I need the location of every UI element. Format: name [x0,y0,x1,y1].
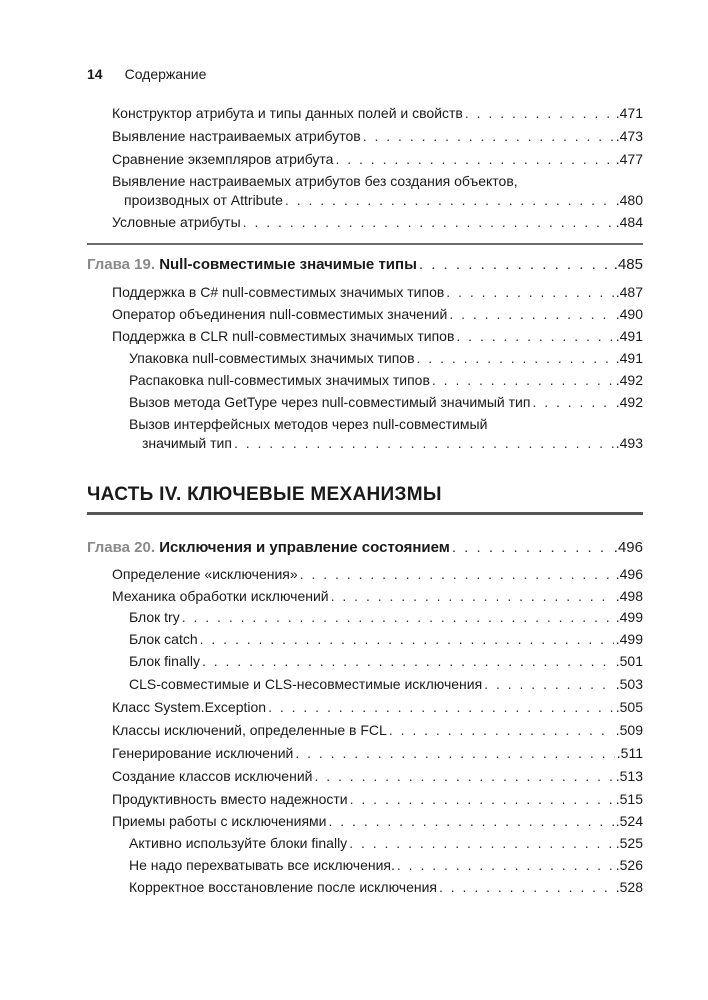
toc-entry-line2[interactable] [124,192,643,208]
toc-entry-page: .499 [615,631,643,647]
leader-dots [331,588,614,604]
chapter-title: Null-совместимые значимые типы [159,256,417,273]
leader-dots [328,813,613,829]
toc-entry-page: .493 [615,435,643,451]
toc-entry-title: Продуктивность вместо надежности [112,791,348,807]
toc-entry[interactable] [112,306,643,322]
leader-dots [389,722,614,738]
section-divider [87,243,643,245]
toc-entry-title: Распаковка null-совместимых значимых типов [129,372,430,388]
leader-dots [432,372,614,388]
toc-entry-page: .524 [615,813,643,829]
toc-entry[interactable] [112,128,643,144]
toc-entry-page: .492 [615,372,643,388]
leader-dots [465,105,614,121]
toc-entry-page: .501 [615,653,643,669]
toc-entry-title: Определение «исключения» [112,566,298,582]
leader-dots [417,350,614,366]
leader-dots [452,539,612,556]
chapter-19-entry[interactable] [87,256,643,273]
leader-dots [335,151,613,167]
toc-entry[interactable] [112,722,643,738]
part-heading[interactable]: ЧАСТЬ IV. КЛЮЧЕВЫЕ МЕХАНИЗМЫ [87,484,643,515]
toc-entry[interactable] [129,350,643,366]
toc-entry-title: Активно используйте блоки finally [129,835,348,851]
toc-entry[interactable] [112,214,643,230]
toc-entry-page: .509 [615,722,643,738]
toc-entry-page: .480 [615,192,643,208]
toc-entry-title: Блок try [129,609,180,625]
toc-entry[interactable] [112,566,643,582]
chapter-number: Глава 20. [87,539,156,556]
toc-entry-title: Вызов интерфейсных методов через null-совместимый [129,416,488,432]
toc-entry-title: Выявление настраиваемых атрибутов [112,128,361,144]
leader-dots [397,857,614,873]
toc-entry-page: .526 [615,857,643,873]
toc-entry-title: Корректное восстановление после исключения [129,879,437,895]
running-title: Содержание [124,66,207,82]
toc-entry-page: .498 [615,588,643,604]
toc-entry[interactable] [129,631,643,647]
chapter-20-entry[interactable] [87,539,643,556]
toc-entry-line1[interactable] [129,416,643,432]
leader-dots [484,676,614,692]
leader-dots [532,394,613,410]
toc-entry-page: .485 [613,256,643,273]
toc-entry[interactable] [129,879,643,895]
toc-entry-page: .473 [615,128,643,144]
toc-entry-title: Создание классов исключений [112,768,313,784]
leader-dots [446,284,613,300]
leader-dots [363,128,614,144]
toc-entry-page: .515 [615,791,643,807]
toc-entry-page: .477 [615,151,643,167]
toc-entry[interactable] [112,328,643,344]
toc-entry-page: .513 [615,768,643,784]
toc-entry-title: Выявление настраиваемых атрибутов без создания объектов, [112,173,518,189]
leader-dots [268,699,614,715]
toc-entry[interactable] [129,676,643,692]
toc-entry-page: .503 [615,676,643,692]
toc-entry[interactable] [129,653,643,669]
toc-entry[interactable] [129,609,643,625]
leader-dots [285,192,614,208]
leader-dots [456,328,613,344]
toc-entry[interactable] [112,768,643,784]
toc-entry-title: Поддержка в C# null-совместимых значимых типов [112,284,445,300]
toc-entry-title-cont: значимый тип [142,435,232,451]
toc-entry[interactable] [112,105,643,121]
toc-entry[interactable] [129,394,643,410]
toc-entry-page: .528 [615,879,643,895]
toc-entry-title: Конструктор атрибута и типы данных полей и свойств [112,105,463,121]
toc-entry[interactable] [129,835,643,851]
toc-entry-page: .525 [615,835,643,851]
leader-dots [182,609,614,625]
toc-entry-page: .490 [615,306,643,322]
toc-entry-title: Не надо перехватывать все исключения. [129,857,395,873]
toc-entry-page: .499 [615,609,643,625]
toc-entry-title: Оператор объединения null-совместимых значений [112,306,448,322]
toc-entry[interactable] [112,699,643,715]
toc-entry[interactable] [129,372,643,388]
chapter-title: Исключения и управление состоянием [159,539,450,556]
toc-entry-title: Классы исключений, определенные в FCL [112,722,387,738]
leader-dots [349,835,614,851]
leader-dots [350,791,614,807]
toc-entry-title: Упаковка null-совместимых значимых типов [129,350,415,366]
toc-entry-title: Блок finally [129,653,200,669]
toc-entry-title: Генерирование исключений [112,745,294,761]
toc-entry-page: .471 [615,105,643,121]
toc-entry[interactable] [112,745,643,761]
leader-dots [243,214,614,230]
toc-entry[interactable] [129,857,643,873]
leader-dots [439,879,614,895]
toc-entry-page: .496 [615,566,643,582]
toc-entry-line2[interactable] [142,435,643,451]
leader-dots [314,768,613,784]
toc-entry-title: Сравнение экземпляров атрибута [112,151,334,167]
toc-entry-page: .492 [615,394,643,410]
leader-dots [234,435,614,451]
toc-entry[interactable] [112,791,643,807]
leader-dots [449,306,613,322]
toc-entry-page: .496 [613,539,643,556]
toc-entry-page: .491 [615,328,643,344]
chapter-number: Глава 19. [87,256,156,273]
toc-entry-title: Поддержка в CLR null-совместимых значимых типов [112,328,455,344]
leader-dots [200,631,614,647]
toc-entry-page: .487 [615,284,643,300]
toc-entry-page: .511 [616,745,643,761]
toc-entry-title-cont: производных от Attribute [124,192,283,208]
toc-entry-line1[interactable] [112,173,643,189]
toc-entry-page: .505 [615,699,643,715]
toc-entry-title: Блок catch [129,631,198,647]
toc-entry-title: Вызов метода GetType через null-совместимый значимый тип [129,394,531,410]
toc-entry-title: CLS-совместимые и CLS-несовместимые исключения [129,676,483,692]
toc-entry[interactable] [112,284,643,300]
toc-entry[interactable] [112,588,643,604]
leader-dots [202,653,614,669]
leader-dots [300,566,614,582]
toc-entry-title: Класс System.Exception [112,699,267,715]
toc-entry-title: Механика обработки исключений [112,588,329,604]
toc-entry-title: Условные атрибуты [112,214,241,230]
toc-entry-title: Приемы работы с исключениями [112,813,327,829]
page-number: 14 [87,66,103,82]
leader-dots [419,256,612,273]
toc-entry[interactable] [112,151,643,167]
page-header [87,66,206,82]
toc-entry[interactable] [112,813,643,829]
leader-dots [295,745,614,761]
toc-entry-page: .484 [615,214,643,230]
toc-entry-page: .491 [615,350,643,366]
